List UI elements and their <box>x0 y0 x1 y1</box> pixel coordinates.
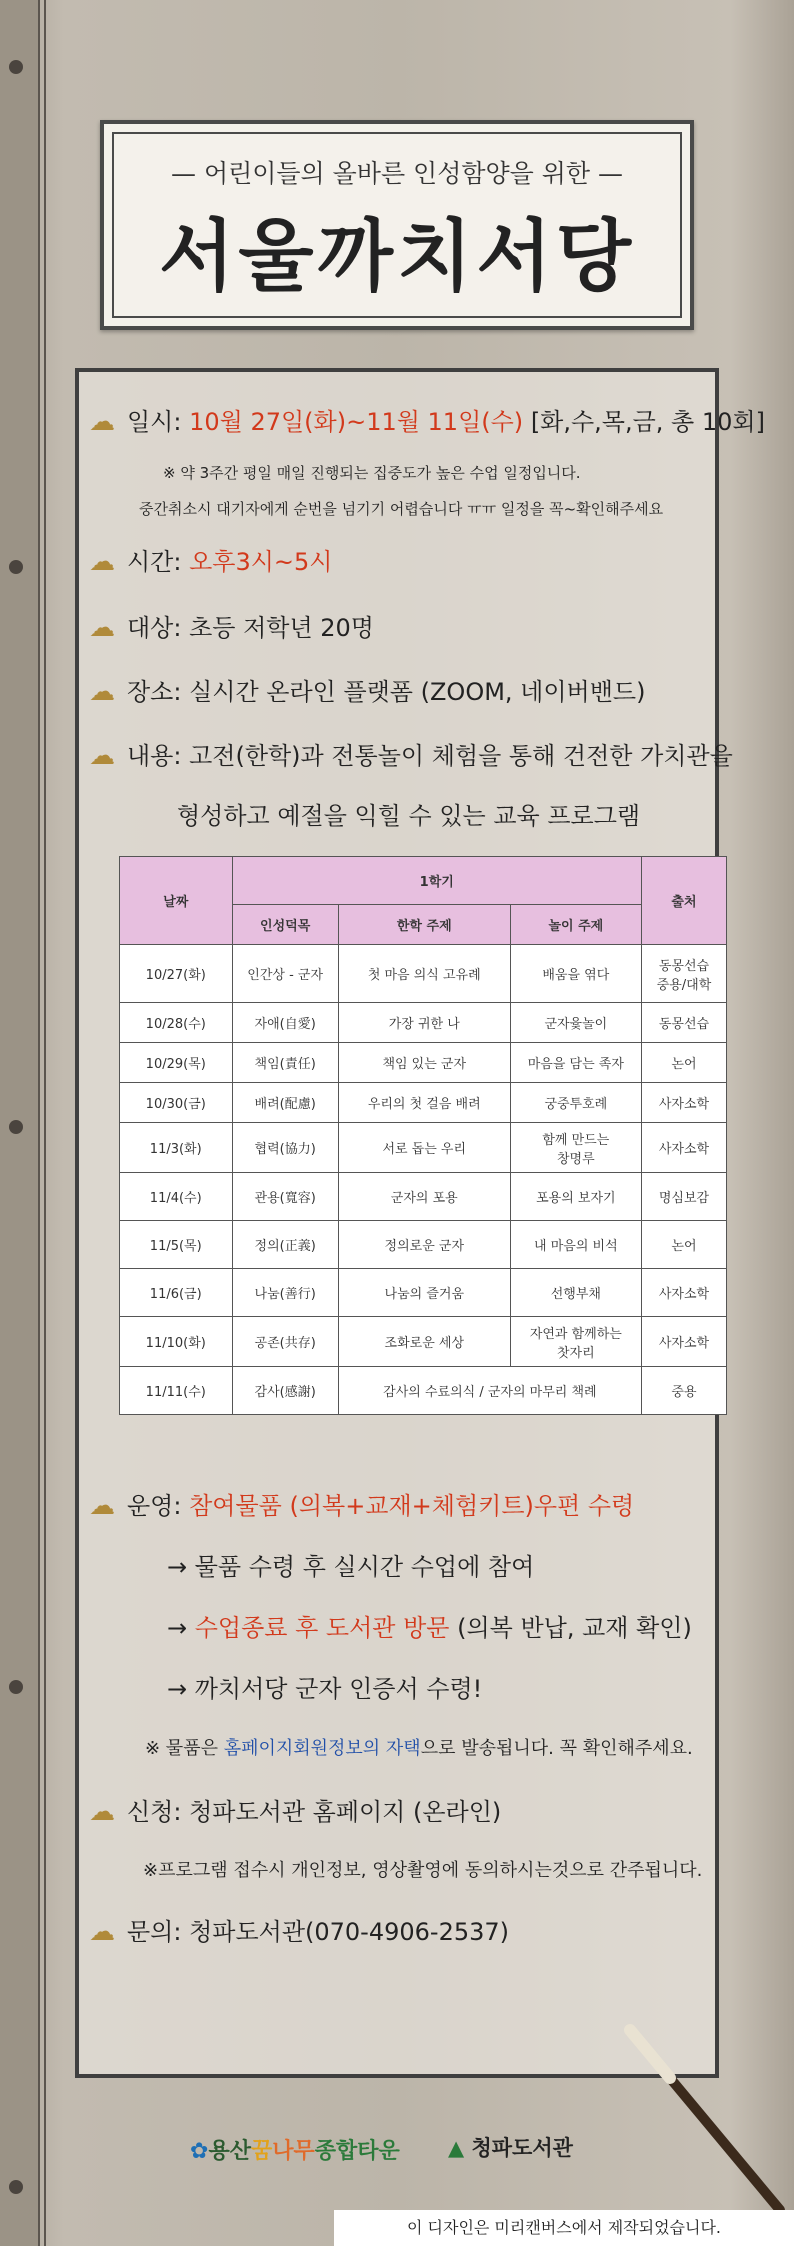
cell-source: 사자소학 <box>641 1269 726 1317</box>
cell-virtue: 자애(自愛) <box>232 1003 338 1043</box>
logo2-text: 청파도서관 <box>471 2136 573 2160</box>
target-text: 대상: 초등 저학년 20명 <box>127 614 374 642</box>
cell-topic: 군자의 포용 <box>338 1173 510 1221</box>
date-row <box>89 402 765 437</box>
table-row <box>120 1269 727 1317</box>
cloud-swirl-icon: ☁ <box>89 1917 115 1947</box>
cell-play: 자연과 함께하는 찻자리 <box>510 1317 641 1367</box>
time-value: 오후3시~5시 <box>189 548 333 576</box>
date-note-2: 중간취소시 대기자에게 순번을 넘기기 어렵습니다 ㅠㅠ 일정을 꼭~확인해주세요 <box>139 500 664 518</box>
content-line-1: 내용: 고전(한학)과 전통놀이 체험을 통해 건전한 가치관을 <box>127 742 733 770</box>
cell-topic: 책임 있는 군자 <box>338 1043 510 1083</box>
operation-value: 참여물품 (의복+교재+체험키트)우편 수령 <box>189 1492 635 1520</box>
operation-note <box>145 1734 693 1760</box>
operation-row <box>89 1486 634 1521</box>
schedule-body <box>120 945 727 1415</box>
logo-cheongpa <box>448 2132 573 2162</box>
cell-virtue: 감사(感謝) <box>232 1367 338 1415</box>
contact-text: 문의: 청파도서관(070-4906-2537) <box>127 1918 510 1946</box>
operation-step-1: → 물품 수령 후 실시간 수업에 참여 <box>167 1553 535 1581</box>
cell-play: 포용의 보자기 <box>510 1173 641 1221</box>
footer-logos <box>0 2130 794 2170</box>
cell-virtue: 정의(正義) <box>232 1221 338 1269</box>
cell-date: 11/5(목) <box>120 1221 233 1269</box>
logo1-part-c: 나무 <box>272 2139 315 2164</box>
logo1-part-a: 용산 <box>208 2139 251 2164</box>
cell-source: 사자소학 <box>641 1123 726 1173</box>
spine-line <box>44 0 46 2246</box>
cell-virtue: 관용(寬容) <box>232 1173 338 1221</box>
cloud-swirl-icon: ☁ <box>89 741 115 771</box>
time-row <box>89 542 332 577</box>
cell-play: 내 마음의 비석 <box>510 1221 641 1269</box>
cell-topic: 감사의 수료의식 / 군자의 마무리 책례 <box>338 1367 641 1415</box>
table-row <box>120 1123 727 1173</box>
cell-virtue: 나눔(善行) <box>232 1269 338 1317</box>
content-line-2: 형성하고 예절을 익힐 수 있는 교육 프로그램 <box>177 802 641 830</box>
table-row <box>120 945 727 1003</box>
header-play: 놀이 주제 <box>510 905 641 945</box>
step-2-arrow: → <box>167 1614 195 1642</box>
cell-topic: 나눔의 즐거움 <box>338 1269 510 1317</box>
cloud-swirl-icon: ☁ <box>89 1797 115 1827</box>
logo1-part-b: 꿈 <box>250 2139 273 2164</box>
cell-play: 함께 만드는 창명루 <box>510 1123 641 1173</box>
contact-row <box>89 1912 509 1947</box>
logo-people-icon: ✿ <box>190 2139 209 2164</box>
cell-virtue: 인간상 - 군자 <box>232 945 338 1003</box>
cell-play: 마음을 담는 족자 <box>510 1043 641 1083</box>
cell-topic: 가장 귀한 나 <box>338 1003 510 1043</box>
target-row <box>89 608 374 643</box>
apply-note: ※프로그램 접수시 개인정보, 영상촬영에 동의하시는것으로 간주됩니다. <box>143 1860 703 1881</box>
cell-date: 10/27(화) <box>120 945 233 1003</box>
header-topic: 한학 주제 <box>338 905 510 945</box>
place-row <box>89 672 645 707</box>
cloud-swirl-icon: ☁ <box>89 1491 115 1521</box>
cell-date: 11/4(수) <box>120 1173 233 1221</box>
operation-step-2 <box>167 1608 692 1643</box>
cell-date: 10/30(금) <box>120 1083 233 1123</box>
cell-virtue: 배려(配慮) <box>232 1083 338 1123</box>
cell-source: 동몽선습 중용/대학 <box>641 945 726 1003</box>
cloud-swirl-icon: ☁ <box>89 547 115 577</box>
spine-line <box>38 0 40 2246</box>
note-suffix: 으로 발송됩니다. 꼭 확인해주세요. <box>420 1738 693 1759</box>
cell-source: 동몽선습 <box>641 1003 726 1043</box>
time-label: 시간: <box>127 548 190 576</box>
header-semester: 1학기 <box>232 857 641 905</box>
table-row <box>120 1043 727 1083</box>
cell-date: 10/29(목) <box>120 1043 233 1083</box>
mountain-icon: ▲ <box>448 2136 465 2160</box>
apply-row <box>89 1792 501 1827</box>
cell-date: 11/10(화) <box>120 1317 233 1367</box>
cell-virtue: 책임(責任) <box>232 1043 338 1083</box>
date-extra: [화,수,목,금, 총 10회] <box>523 408 765 436</box>
cloud-swirl-icon: ☁ <box>89 677 115 707</box>
logo-yongsan <box>190 2134 400 2165</box>
cell-play: 배움을 엮다 <box>510 945 641 1003</box>
content-row <box>89 736 733 771</box>
cell-date: 11/6(금) <box>120 1269 233 1317</box>
table-row <box>120 1003 727 1043</box>
cell-topic: 정의로운 군자 <box>338 1221 510 1269</box>
cell-date: 11/3(화) <box>120 1123 233 1173</box>
page-title: 서울까치서당 <box>158 212 636 302</box>
place-text: 장소: 실시간 온라인 플랫폼 (ZOOM, 네이버밴드) <box>127 678 646 706</box>
binding-hole <box>9 1680 23 1694</box>
design-credit: 이 디자인은 미리캔버스에서 제작되었습니다. <box>334 2210 794 2246</box>
cell-topic: 서로 돕는 우리 <box>338 1123 510 1173</box>
content-box <box>75 368 765 2078</box>
subtitle: — 어린이들의 올바른 인성함양을 위한 — <box>171 159 623 188</box>
cell-topic: 조화로운 세상 <box>338 1317 510 1367</box>
schedule-table <box>119 856 727 1415</box>
cell-play: 선행부채 <box>510 1269 641 1317</box>
header-virtue: 인성덕목 <box>232 905 338 945</box>
cell-play: 군자윷놀이 <box>510 1003 641 1043</box>
binding-hole <box>9 1120 23 1134</box>
cell-source: 논어 <box>641 1221 726 1269</box>
cell-date: 10/28(수) <box>120 1003 233 1043</box>
binding-hole <box>9 560 23 574</box>
date-value: 10월 27일(화)~11월 11일(수) <box>189 408 524 436</box>
note-prefix: ※ 물품은 <box>145 1738 224 1759</box>
table-row <box>120 1221 727 1269</box>
date-note-1: ※ 약 3주간 평일 매일 진행되는 집중도가 높은 수업 일정입니다. <box>163 464 581 482</box>
operation-label: 운영: <box>127 1492 190 1520</box>
operation-step-3: → 까치서당 군자 인증서 수령! <box>167 1675 483 1703</box>
step-2-highlight: 수업종료 후 도서관 방문 <box>194 1614 450 1642</box>
cell-virtue: 협력(協力) <box>232 1123 338 1173</box>
cell-virtue: 공존(共存) <box>232 1317 338 1367</box>
brush-illustration <box>610 2020 790 2220</box>
table-row <box>120 1083 727 1123</box>
cell-topic: 우리의 첫 걸음 배려 <box>338 1083 510 1123</box>
logo1-part-d: 종합타운 <box>314 2139 400 2164</box>
apply-text: 신청: 청파도서관 홈페이지 (온라인) <box>127 1798 502 1826</box>
cell-source: 중용 <box>641 1367 726 1415</box>
note-highlight: 홈페이지회원정보의 자택 <box>223 1738 421 1759</box>
header-date: 날짜 <box>120 857 233 945</box>
step-2-rest: (의복 반납, 교재 확인) <box>449 1614 692 1642</box>
table-row <box>120 1367 727 1415</box>
binding-hole <box>9 2180 23 2194</box>
title-box <box>100 120 694 330</box>
cell-source: 명심보감 <box>641 1173 726 1221</box>
cloud-swirl-icon: ☁ <box>89 407 115 437</box>
cell-source: 사자소학 <box>641 1083 726 1123</box>
binding-hole <box>9 60 23 74</box>
table-row <box>120 1317 727 1367</box>
cell-source: 사자소학 <box>641 1317 726 1367</box>
date-label: 일시: <box>127 408 190 436</box>
cell-source: 논어 <box>641 1043 726 1083</box>
cell-play: 궁중투호례 <box>510 1083 641 1123</box>
table-row <box>120 1173 727 1221</box>
cell-date: 11/11(수) <box>120 1367 233 1415</box>
cloud-swirl-icon: ☁ <box>89 613 115 643</box>
cell-topic: 첫 마음 의식 고유례 <box>338 945 510 1003</box>
header-source: 출처 <box>641 857 726 945</box>
